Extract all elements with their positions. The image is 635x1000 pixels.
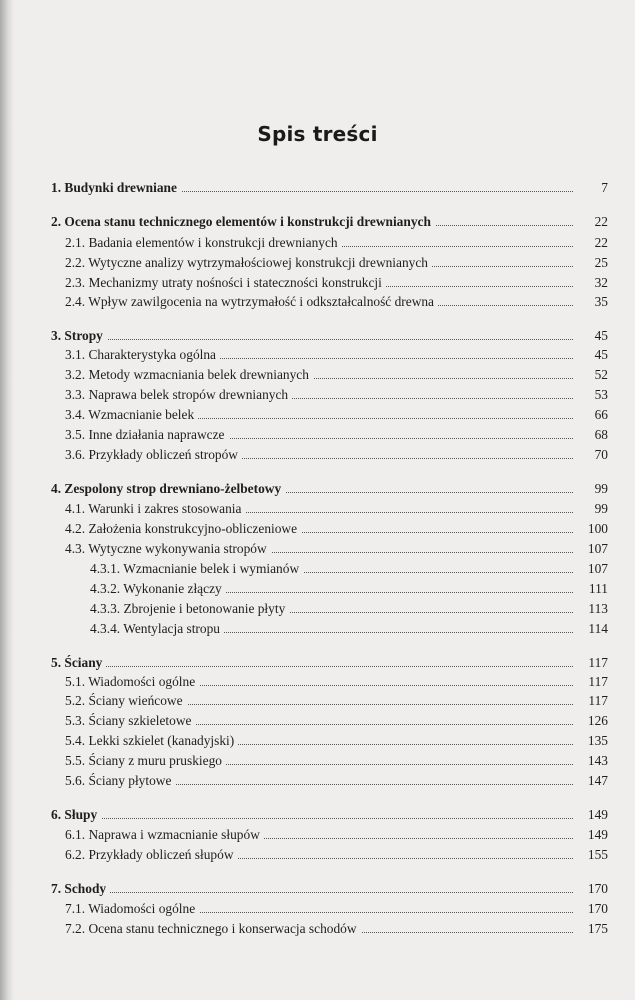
toc-chapter-entry <box>0 480 635 498</box>
toc-entry-title: Metody wzmacniania belek drewnianych <box>88 367 309 382</box>
toc-entry-title: Wytyczne wykonywania stropów <box>88 541 267 556</box>
toc-entry-title: Założenia konstrukcyjno-obliczeniowe <box>88 521 298 536</box>
toc-entry-title: Badania elementów i konstrukcji drewnianych <box>88 235 338 250</box>
toc-page-number: 70 <box>594 447 608 462</box>
toc-entry-label <box>65 846 238 864</box>
toc-page-number: 35 <box>594 294 608 309</box>
toc-section-entry <box>0 500 635 518</box>
toc-entry-label <box>65 254 432 272</box>
toc-entry-number: 7. <box>51 881 62 896</box>
toc-page-number: 135 <box>587 733 608 748</box>
toc-entry-label <box>65 234 342 252</box>
toc-page-number: 32 <box>594 275 608 290</box>
toc-entry-label <box>51 179 181 197</box>
toc-entry-title: Ocena stanu technicznego elementów i konstrukcji drewnianych <box>64 214 431 229</box>
toc-entry-title: Słupy <box>64 807 98 822</box>
toc-entry-label <box>65 386 292 404</box>
toc-entry-number: 6.2. <box>65 847 86 862</box>
toc-entry-number: 3.6. <box>65 447 86 462</box>
toc-entry-title: Przykłady obliczeń słupów <box>88 847 234 862</box>
toc-entry-number: 3.3. <box>65 387 86 402</box>
toc-entry-title: Ściany z muru pruskiego <box>88 753 222 768</box>
toc-entry-number: 3. <box>51 328 62 343</box>
toc-entry-title: Naprawa belek stropów drewnianych <box>88 387 289 402</box>
toc-section-entry <box>0 692 635 710</box>
toc-section-entry <box>0 600 635 618</box>
toc-chapter-entry <box>0 806 635 824</box>
toc-section-entry <box>0 254 635 272</box>
toc-section-entry <box>0 234 635 252</box>
toc-entry-title: Warunki i zakres stosowania <box>88 501 242 516</box>
toc-section-entry <box>0 386 635 404</box>
toc-section-entry <box>0 560 635 578</box>
toc-entry-number: 4.3. <box>65 541 86 556</box>
toc-entry-label <box>65 673 199 691</box>
toc-page-number: 68 <box>594 427 608 442</box>
toc-page-number: 52 <box>594 367 608 382</box>
toc-page-number: 170 <box>587 881 608 896</box>
toc-page-number: 155 <box>587 847 608 862</box>
toc-entry-title: Ściany szkieletowe <box>88 713 192 728</box>
toc-entry-number: 6. <box>51 807 62 822</box>
toc-entry-label <box>65 772 175 790</box>
toc-entry-title: Wzmacnianie belek i wymianów <box>123 561 300 576</box>
toc-entry-number: 5.5. <box>65 753 86 768</box>
toc-section-entry <box>0 426 635 444</box>
toc-page-number: 175 <box>587 921 608 936</box>
toc-page-number: 107 <box>587 561 608 576</box>
toc-entry-number: 2.1. <box>65 235 86 250</box>
toc-page-number: 117 <box>588 693 608 708</box>
toc-entry-title: Wzmacnianie belek <box>88 407 195 422</box>
toc-section-entry <box>0 446 635 464</box>
toc-entry-label <box>51 654 106 672</box>
toc-section-entry <box>0 900 635 918</box>
toc-dot-leader <box>51 818 573 819</box>
toc-entry-label <box>65 293 438 311</box>
toc-dot-leader <box>51 339 573 340</box>
toc-section-entry <box>0 846 635 864</box>
toc-entry-label <box>65 900 199 918</box>
toc-chapter-entry <box>0 213 635 231</box>
toc-entry-title: Naprawa i wzmacnianie słupów <box>88 827 260 842</box>
toc-entry-label <box>65 346 220 364</box>
toc-entry-number: 5.1. <box>65 674 86 689</box>
toc-section-entry <box>0 580 635 598</box>
toc-section-entry <box>0 406 635 424</box>
toc-entry-title: Zbrojenie i betonowanie płyty <box>123 601 286 616</box>
toc-section-entry <box>0 520 635 538</box>
toc-page-number: 99 <box>594 481 608 496</box>
toc-entry-title: Wpływ zawilgocenia na wytrzymałość i odkształcalność drewna <box>88 294 434 309</box>
toc-chapter-entry <box>0 654 635 672</box>
toc-entry-label <box>90 620 224 638</box>
toc-entry-number: 4.3.2. <box>90 581 121 596</box>
toc-page-number: 45 <box>594 328 608 343</box>
toc-section-entry <box>0 752 635 770</box>
toc-entry-number: 3.1. <box>65 347 86 362</box>
toc-entry-title: Wiadomości ogólne <box>88 674 196 689</box>
toc-section-entry <box>0 772 635 790</box>
toc-chapter-entry <box>0 327 635 345</box>
toc-page-number: 22 <box>594 214 608 229</box>
toc-entry-title: Wentylacja stropu <box>123 621 220 636</box>
toc-entry-number: 2. <box>51 214 62 229</box>
toc-page-number: 117 <box>588 655 608 670</box>
toc-entry-title: Lekki szkielet (kanadyjski) <box>88 733 235 748</box>
toc-page-number: 53 <box>594 387 608 402</box>
toc-page-number: 99 <box>594 501 608 516</box>
toc-entry-label <box>65 752 226 770</box>
toc-entry-title: Mechanizmy utraty nośności i stateczności konstrukcji <box>88 275 382 290</box>
toc-entry-number: 7.1. <box>65 901 86 916</box>
toc-page-number: 126 <box>587 713 608 728</box>
toc-page-number: 45 <box>594 347 608 362</box>
toc-page-number: 22 <box>594 235 608 250</box>
toc-entry-label <box>90 560 303 578</box>
toc-entry-title: Wykonanie złączy <box>123 581 222 596</box>
toc-entry-number: 4.3.3. <box>90 601 121 616</box>
toc-section-entry <box>0 712 635 730</box>
toc-chapter-entry <box>0 880 635 898</box>
toc-entry-number: 7.2. <box>65 921 86 936</box>
toc-entry-number: 4.1. <box>65 501 86 516</box>
toc-entry-number: 2.4. <box>65 294 86 309</box>
toc-entry-label <box>65 446 242 464</box>
toc-section-entry <box>0 366 635 384</box>
toc-entry-label <box>51 806 101 824</box>
toc-entry-label <box>51 213 435 231</box>
toc-dot-leader <box>51 892 573 893</box>
toc-page-number: 107 <box>587 541 608 556</box>
toc-entry-label <box>51 327 107 345</box>
toc-section-entry <box>0 826 635 844</box>
toc-page-number: 100 <box>587 521 608 536</box>
toc-entry-title: Ściany <box>64 655 103 670</box>
toc-section-entry <box>0 274 635 292</box>
toc-entry-title: Ściany płytowe <box>88 773 172 788</box>
toc-section-entry <box>0 673 635 691</box>
toc-section-entry <box>0 540 635 558</box>
toc-entry-number: 2.2. <box>65 255 86 270</box>
toc-page-number: 111 <box>588 581 608 596</box>
toc-page-number: 7 <box>601 180 608 195</box>
toc-entry-title: Wiadomości ogólne <box>88 901 196 916</box>
toc-entry-label <box>65 500 245 518</box>
toc-entry-label <box>65 826 264 844</box>
toc-entry-title: Inne działania naprawcze <box>88 427 225 442</box>
toc-page-number: 114 <box>588 621 608 636</box>
toc-entry-number: 5.6. <box>65 773 86 788</box>
toc-section-entry <box>0 346 635 364</box>
toc-entry-label <box>65 692 187 710</box>
toc-entry-label <box>65 540 271 558</box>
toc-entry-number: 2.3. <box>65 275 86 290</box>
toc-entry-number: 5.4. <box>65 733 86 748</box>
toc-entry-label <box>65 426 229 444</box>
toc-section-entry <box>0 620 635 638</box>
toc-page-number: 113 <box>588 601 608 616</box>
toc-entry-number: 5. <box>51 655 62 670</box>
toc-entry-label <box>65 732 238 750</box>
toc-entry-number: 3.2. <box>65 367 86 382</box>
toc-entry-title: Budynki drewniane <box>64 180 177 195</box>
toc-entry-title: Charakterystyka ogólna <box>88 347 216 362</box>
toc-section-entry <box>0 732 635 750</box>
toc-entry-number: 1. <box>51 180 62 195</box>
toc-entry-label <box>65 520 301 538</box>
toc-entry-number: 4.3.4. <box>90 621 121 636</box>
toc-entry-number: 5.3. <box>65 713 86 728</box>
toc-page-number: 66 <box>594 407 608 422</box>
toc-entry-label <box>65 712 195 730</box>
toc-dot-leader <box>51 666 573 667</box>
toc-entry-number: 5.2. <box>65 693 86 708</box>
toc-entry-title: Schody <box>64 881 107 896</box>
toc-entry-number: 6.1. <box>65 827 86 842</box>
toc-entry-title: Zespolony strop drewniano-żelbetowy <box>64 481 282 496</box>
toc-entry-title: Ocena stanu technicznego i konserwacja schodów <box>88 921 357 936</box>
toc-entry-number: 3.5. <box>65 427 86 442</box>
toc-page-number: 143 <box>587 753 608 768</box>
toc-entry-title: Wytyczne analizy wytrzymałościowej konstrukcji drewnianych <box>88 255 428 270</box>
toc-section-entry <box>0 293 635 311</box>
toc-page-number: 170 <box>587 901 608 916</box>
toc-entry-title: Przykłady obliczeń stropów <box>88 447 238 462</box>
toc-entry-number: 3.4. <box>65 407 86 422</box>
toc-entry-label <box>65 406 198 424</box>
toc-page-number: 149 <box>587 807 608 822</box>
toc-entry-label <box>90 580 226 598</box>
toc-page-number: 25 <box>594 255 608 270</box>
toc-entry-label <box>51 880 110 898</box>
toc-page-number: 149 <box>587 827 608 842</box>
toc-entry-number: 4.2. <box>65 521 86 536</box>
toc-entry-number: 4. <box>51 481 62 496</box>
toc-entry-number: 4.3.1. <box>90 561 121 576</box>
toc-entry-label <box>90 600 289 618</box>
page-title: Spis treści <box>257 122 378 146</box>
toc-section-entry <box>0 920 635 938</box>
toc-entry-label <box>65 366 313 384</box>
toc-page-number: 147 <box>587 773 608 788</box>
toc-entry-title: Ściany wieńcowe <box>88 693 183 708</box>
toc-entry-label <box>51 480 285 498</box>
toc-page-number: 117 <box>588 674 608 689</box>
toc-entry-label <box>65 274 386 292</box>
toc-entry-label <box>65 920 361 938</box>
toc-chapter-entry <box>0 179 635 197</box>
toc-entry-title: Stropy <box>64 328 103 343</box>
